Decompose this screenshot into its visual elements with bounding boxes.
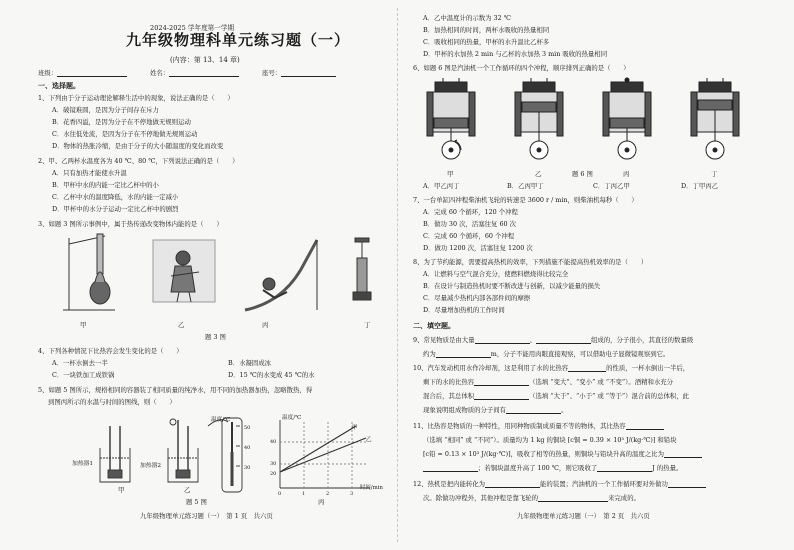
q3-figures [55,232,385,322]
q11-blank-3[interactable] [423,464,478,472]
q2-stem: 2、甲、乙两杯水温度各为 40 ℃、80 ℃，下列说法正确的是（ ） [38,157,239,165]
q6-label-ding: 丁 [711,170,718,178]
q10-text-h: 。 [561,406,568,414]
q5-graph-ytick-40: 40 [270,439,277,445]
q12-text-c: 次。除做功冲程外，其他冲程是靠飞轮的 [423,494,539,502]
q1-option-b: B．花香四溢，是因为分子在不停地做无规则运动 [52,118,191,126]
q12-text-d: 来完成的。 [608,494,640,502]
q10-line1 [413,364,689,372]
q5-label-yi: 乙 [184,486,191,494]
q5-graph-xlabel: 时间/min [360,485,383,491]
q8-option-b: B．在设计与制造热机时要不断改进与创新，以减少能量的损失 [423,282,601,290]
q5-option-b: B．加热相同的时间，两杯水吸收的热量相同 [423,26,550,34]
q5-graph-xtick-2: 2 [326,491,330,497]
q5-option-d: D．甲杯的水加热 2 min 与乙杯的水加热 3 min 吸收的热量相同 [423,50,608,58]
q10-text-c: 剩下的水的比热容 [423,378,475,386]
q6-engine-bing [603,78,651,159]
q10-text-e: 混合后，其总体积 [423,392,475,400]
q4-option-b: B．水凝固成冰 [228,359,272,367]
q12-blank-2[interactable] [668,480,706,488]
q3-stem: 3、如题 3 图所示事例中，属于热传递改变物体内能的是（ ） [38,220,223,228]
q6-engine-jia [427,78,475,159]
q6-option-b: B．乙丙甲丁 [507,182,544,190]
q6-label-jia: 甲 [447,170,454,178]
q3-label-yi: 乙 [178,321,185,329]
q9-blank-3[interactable] [436,350,491,358]
q6-engine-ding [691,78,739,159]
q5-thermo-tick-40: 40 [244,445,251,451]
q5-graph-xtick-0: 0 [278,491,282,497]
q3-caption: 题 3 图 [205,333,226,341]
q12-line2 [423,494,640,502]
q3-label-jia: 甲 [80,321,87,329]
q5-stem: 5、如题 5 图所示，规格相同的容器装了相同质量的纯净水，用不同的加热器加热，忽略散热，得 [38,386,313,394]
q5-graph-ytick-20: 20 [270,471,277,477]
q11-line4 [423,464,682,472]
q5-graph-line-jia: 甲 [352,425,358,431]
q3-fig-ding [353,238,371,300]
class-field[interactable] [38,69,127,77]
q8-option-a: A．让燃料与空气混合充分，使燃料燃烧得比较完全 [423,270,569,278]
q2-option-d: D．甲杯中的水分子运动一定比乙杯中的剧烈 [52,205,179,213]
q1-stem: 1、下列由于分子运动理论解释生活中的现象，说法正确的是（ ） [38,94,234,102]
q10-text-g: 现象说明组成物质的分子间有 [423,406,507,414]
seat-field[interactable] [262,69,336,77]
q1-option-c: C．水往低处流，是因为分子在不停地做无规则运动 [52,130,198,138]
section-fill: 二、填空题。 [413,321,455,330]
q6-label-yi: 乙 [535,170,542,178]
q5-stem-cont: 到图丙所示的水温与时间的图线，则（ ） [48,398,176,406]
seat-label: 座号： [262,69,282,77]
q2-option-c: C．乙杯中水的温度降低，水的内能一定减小 [52,193,179,201]
q6-stem: 6、如题 6 图是汽油机一个工作循环的四个冲程，顺序排列正确的是（ ） [413,64,630,72]
q6-engine-yi [515,78,563,159]
q5-graph-ylabel: 温度/℃ [282,415,302,421]
q12-blank-1[interactable] [485,480,540,488]
q10-text-b: 的性质，一杯水倒出一半后， [606,364,690,372]
page-title: 九年级物理科单元练习题（一） [126,31,351,49]
q5-label-jia: 甲 [118,486,125,494]
q11-blank-1[interactable] [626,422,664,430]
q9-blank-1[interactable] [475,336,530,344]
q5-option-c: C．吸收相同的热量，甲杯的水升温比乙杯多 [423,38,550,46]
q5-caption: 题 5 图 [186,498,207,506]
q6-label-bing: 丙 [623,170,630,178]
q8-stem: 8、为了节约能源，需要提高热机的效率，下列措施不能提高热机效率的是（ ） [413,258,648,266]
q5-thermo-tick-30: 30 [244,465,251,471]
q6-engine-strokes [421,78,751,168]
section-choice: 一、选择题。 [38,81,80,90]
q10-line2 [423,378,673,386]
q2-option-b: B．甲杯中水的内能一定比乙杯中的小 [52,181,159,189]
name-field[interactable] [150,69,239,77]
q9-line2 [423,350,669,358]
q3-fig-bing [245,240,317,310]
q1-option-a: A．破镜难圆，是因为分子间存在斥力 [52,106,159,114]
q9-text-c: 组成的，分子很小，其直径的数量级 [590,336,694,344]
q6-option-d: D．丁甲丙乙 [681,182,719,190]
q7-option-d: D．做功 1200 次，活塞往复 1200 次 [423,244,533,252]
q3-fig-yi [153,240,215,302]
q10-line4 [423,406,567,414]
q12-text-a: 12、热机是把内能转化为 [413,480,486,488]
q11-blank-4[interactable] [597,464,652,472]
q4-option-d: D．15 ℃的水变成 45 ℃的水 [228,371,315,379]
q10-line3 [423,392,689,400]
q3-fig-jia [63,234,115,310]
q5-beaker-jia [100,426,130,482]
q6-option-a: A．甲乙丙丁 [423,182,460,190]
q11-text-a: 11、比热容是物质的一种特性，用同种物质制成质量不等的物体，其比热容 [413,422,626,430]
q12-blank-3[interactable] [538,494,608,502]
q5-figures [50,412,380,500]
q5-thermo-label: 温度/℃ [211,417,231,423]
q11-text-c: ；若铜块温度升高了 100 ℃，则它吸收了 [478,464,598,472]
q5-graph-line-yi: 乙 [366,437,372,443]
q5-thermometer-zoom [208,418,242,492]
q3-label-bing: 丙 [262,321,269,329]
q8-option-c: C．尽量减少热机内部各部件间的摩擦 [423,294,531,302]
semester-label: 2024-2025 学年度第一学期 [150,24,235,32]
q9-text-e: m，分子不能用肉眼直接观察，可以借助电子显微镜观察到它。 [490,350,670,358]
q5-option-a: A．乙中温度计的示数为 32 ℃ [423,14,511,22]
q9-text-a: 9、常见物质是由大量 [413,336,475,344]
q1-option-d: D．物体的热胀冷缩，是由于分子的大小随温度的变化而改变 [52,142,224,150]
q12-line1 [413,480,706,488]
q2-option-a: A．只有加热才能使水升温 [52,169,127,177]
q5-graph-xtick-3: 3 [350,491,354,497]
name-label: 姓名： [150,69,170,77]
q7-option-c: C．完成 60 个循环，60 个冲程 [423,232,515,240]
q5-thermo-tick-50: 50 [244,425,251,431]
q7-stem: 7、一台单缸四冲程柴油机飞轮的转速是 3600 r / min，则柴油机每秒（ ） [413,196,638,204]
q3-label-ding: 丁 [364,321,371,329]
right-footer: 九年级物理单元练习题（一） 第 2 页 共六页 [517,512,650,520]
q5-graph-xtick-1: 1 [302,491,306,497]
class-label: 班级： [38,69,58,77]
q9-text-b: 、 [529,336,536,344]
q4-stem: 4、下列各种情况下比热容会发生变化的是（ ） [38,347,183,355]
q6-caption: 题 6 图 [572,170,593,178]
q11-line3 [423,450,702,458]
q10-text-a: 10、汽车发动机用水作冷却剂，这是利用了水的比热容 [413,364,569,372]
q12-text-b: 能的装置；汽油机的一个工作循环要对外做功 [540,480,668,488]
q5-heater2-label: 加热器2 [140,463,162,469]
q11-text-d: J 的热量。 [652,464,683,472]
q7-option-a: A．完成 60 个循环，120 个冲程 [423,208,518,216]
q9-line1 [413,336,693,344]
q5-heater1-label: 加热器1 [72,461,94,467]
q10-text-f: （选填 “大于”、“小于” 或 “等于”）混合前的总体积，此 [529,392,690,400]
content-scope: (内容：第 13、14 章) [170,56,240,64]
q9-text-d: 约为 [423,350,436,358]
q11-text-b: [c铅 = 0.13 × 10³ J/(kg·℃)]，吸收了相等的热量，则铜块与铅块升高的温度之比为 [423,450,664,458]
right-page [397,0,794,550]
q10-blank-4[interactable] [506,406,561,414]
q11-line1 [413,422,664,430]
q10-blank-1[interactable] [568,364,606,372]
q9-blank-2[interactable] [536,336,591,344]
q5-graph-ytick-30: 30 [270,461,277,467]
q11-line2: （选填 “相同” 或 “不同”）。质量均为 1 kg 的铜块 [c铜 = 0.39 × 10³ J/(kg·℃)] 和铅块 [423,436,677,444]
q4-option-c: C．一块铁加工成铁锅 [52,371,115,379]
q10-blank-3[interactable] [474,392,529,400]
left-footer: 九年级物理单元练习题（一） 第 1 页 共六页 [140,512,273,520]
q11-blank-2[interactable] [664,450,702,458]
q7-option-b: B．做功 30 次，活塞往复 60 次 [423,220,516,228]
q5-label-bing: 丙 [318,498,325,506]
q4-option-a: A．一杯水倒去一半 [52,359,108,367]
q5-beaker-yi [168,419,198,482]
q10-text-d: （选填 “变大”、“变小” 或 “不变”）。酒精和水充分 [529,378,674,386]
q6-option-c: C．丁丙乙甲 [593,182,630,190]
q10-blank-2[interactable] [474,378,529,386]
q8-option-d: D．尽量增加热机的工作时间 [423,306,505,314]
